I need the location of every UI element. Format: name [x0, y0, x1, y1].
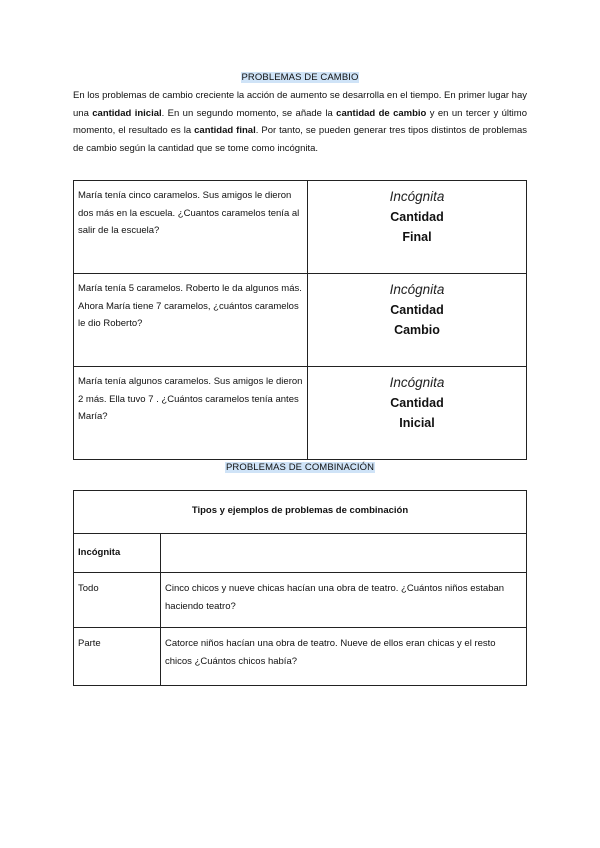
answer-line-1: Cantidad	[390, 303, 444, 317]
header-label: Incógnita	[74, 534, 161, 573]
answer-line-1: Cantidad	[390, 210, 444, 224]
table-row	[74, 274, 527, 367]
cambio-table	[73, 180, 527, 460]
answer-label: Incógnita	[389, 375, 445, 390]
answer-cell	[308, 181, 527, 274]
answer-line-2: Final	[402, 230, 432, 244]
table-title-row	[74, 491, 527, 534]
answer-line-2: Inicial	[399, 416, 435, 430]
table-row	[74, 628, 527, 686]
row-label: Todo	[74, 573, 161, 628]
heading-text: PROBLEMAS DE COMBINACIÓN	[225, 462, 375, 473]
answer-cell	[308, 367, 527, 460]
table-row	[74, 181, 527, 274]
header-value	[161, 534, 527, 573]
combinacion-table	[73, 490, 527, 686]
answer-line-1: Cantidad	[390, 396, 444, 410]
intro-text-1: En los problemas de cambio creciente la acción de aumento se desarrolla en el tiempo. En primer lugar hay una	[73, 90, 527, 119]
section-heading-cambio	[0, 72, 600, 83]
answer-line-2: Cambio	[394, 323, 440, 337]
row-text: Cinco chicos y nueve chicas hacían una obra de teatro. ¿Cuántos niños estaban haciendo teatro?	[161, 573, 527, 628]
term-cantidad-final: cantidad final	[194, 125, 256, 137]
row-text: Catorce niños hacían una obra de teatro. Nueve de ellos eran chicas y el resto chicos ¿Cuántos chicos había?	[161, 628, 527, 686]
table-row	[74, 367, 527, 460]
table-header-row	[74, 534, 527, 573]
intro-paragraph	[73, 87, 527, 157]
table-title: Tipos y ejemplos de problemas de combinación	[74, 491, 527, 534]
row-label: Parte	[74, 628, 161, 686]
table-row	[74, 573, 527, 628]
heading-text: PROBLEMAS DE CAMBIO	[241, 72, 359, 83]
section-heading-combinacion	[0, 462, 600, 473]
answer-label: Incógnita	[389, 189, 445, 204]
term-cantidad-inicial: cantidad inicial	[92, 107, 162, 119]
answer-label: Incógnita	[389, 282, 445, 297]
term-cantidad-cambio: cantidad de cambio	[336, 107, 427, 119]
problem-cell: María tenía algunos caramelos. Sus amigos le dieron 2 más. Ella tuvo 7 . ¿Cuántos caramelos tenía antes María?	[74, 367, 308, 460]
intro-text-3: y en un tercer y último momento, el resultado es la	[73, 107, 527, 137]
answer-cell	[308, 274, 527, 367]
intro-text-2: . En un segundo momento, se añade la	[161, 107, 337, 119]
problem-cell: María tenía cinco caramelos. Sus amigos le dieron dos más en la escuela. ¿Cuantos caramelos tenía al salir de la escuela?	[74, 181, 308, 274]
problem-cell: María tenía 5 caramelos. Roberto le da algunos más. Ahora María tiene 7 caramelos, ¿cuántos caramelos le dio Roberto?	[74, 274, 308, 367]
intro-text-4: . Por tanto, se pueden generar tres tipos distintos de problemas de cambio según la cantidad que se tome como incógnita.	[73, 125, 528, 154]
